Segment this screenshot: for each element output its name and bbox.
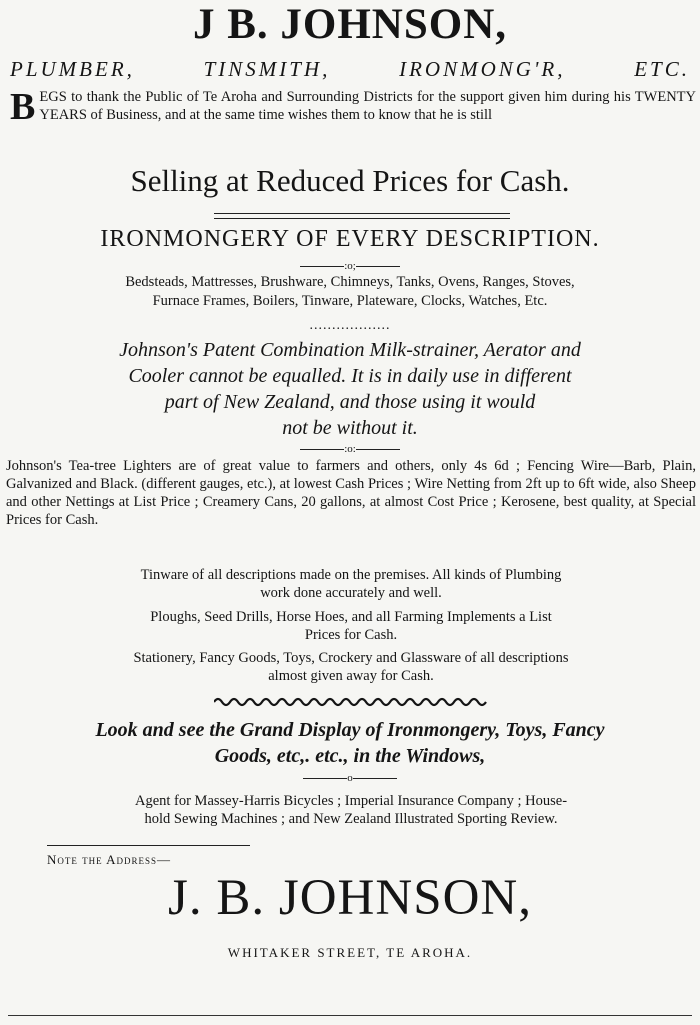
patent-milk-strainer-notice <box>4 337 696 441</box>
separator-2-text: :o: <box>344 443 356 455</box>
patent-line-3: part of New Zealand, and those using it would <box>164 391 536 413</box>
trade-plumber: PLUMBER, <box>10 57 135 81</box>
intro-paragraph <box>6 86 696 128</box>
wavy-divider <box>214 696 490 708</box>
agent-line-2: hold Sewing Machines ; and New Zealand Illustrated Sporting Review. <box>144 811 558 827</box>
display-line-1: Look and see the Grand Display of Ironmongery, Toys, Fancy <box>95 719 605 741</box>
products-paragraph-2 <box>6 566 696 602</box>
ironmongery-list-line-2: Furnace Frames, Boilers, Tinware, Plateware, Clocks, Watches, Etc. <box>152 293 548 309</box>
business-name-footer: J. B. JOHNSON, <box>168 870 532 926</box>
trades-line <box>10 57 690 82</box>
note-the-address: Note the Address— <box>47 852 172 867</box>
business-name-headline: J B. JOHNSON, <box>192 1 508 48</box>
trade-ironmonger: IRONMONG'R, <box>399 57 566 81</box>
intro-text: EGS to thank the Public of Te Aroha and Surrounding Districts for the support given him during his TWENTY YEARS of Business, and at the same time wishes them to know that he is still <box>39 89 696 123</box>
separator-1-text: :o; <box>344 260 356 272</box>
tinware-line-2: work done accurately and well. <box>260 585 442 601</box>
slogan: Selling at Reduced Prices for Cash. <box>130 163 570 198</box>
tinware-line-1: Tinware of all descriptions made on the premises. All kinds of Plumbing <box>140 567 562 583</box>
bottom-border <box>8 1015 692 1016</box>
separator-1 <box>0 260 700 272</box>
note-rule <box>47 845 250 846</box>
ironmongery-list-line-1: Bedsteads, Mattresses, Brushware, Chimneys, Tanks, Ovens, Ranges, Stoves, <box>125 274 575 290</box>
ploughs-line-1: Ploughs, Seed Drills, Horse Hoes, and all Farming Implements a List <box>150 609 552 625</box>
separator-3 <box>0 772 700 784</box>
window-display-notice <box>4 717 696 769</box>
street-address: WHITAKER STREET, TE AROHA. <box>227 945 473 960</box>
products-paragraph-1: Johnson's Tea-tree Lighters are of great value to farmers and others, only 4s 6d ; Fencing Wire—Barb, Plain, Galvanized and Black. (different gauges, etc.), at lowest Cash Prices ; Wire Netting from 2ft up to 6ft wide, also Sheep and other Nettings at List Price ; Creamery Cans, 20 gallons, at almost Cost Price ; Kerosene, best quality, at Special Prices for Cash. <box>6 458 696 528</box>
products-paragraph-3 <box>6 608 696 644</box>
ploughs-line-2: Prices for Cash. <box>304 627 398 643</box>
separator-2 <box>0 443 700 455</box>
ornamental-rule <box>214 213 510 219</box>
patent-line-4: not be without it. <box>282 417 418 439</box>
agent-notice <box>6 792 696 828</box>
trade-etc: ETC. <box>634 57 690 81</box>
dotted-divider: .................. <box>309 318 391 333</box>
agent-line-1: Agent for Massey-Harris Bicycles ; Imperial Insurance Company ; House- <box>134 793 568 809</box>
ironmongery-heading: IRONMONGERY OF EVERY DESCRIPTION. <box>100 226 600 252</box>
patent-line-2: Cooler cannot be equalled. It is in daily use in different <box>128 365 572 387</box>
ironmongery-list <box>4 273 696 311</box>
trade-tinsmith: TINSMITH, <box>203 57 331 81</box>
display-line-2: Goods, etc,. etc., in the Windows, <box>214 745 486 767</box>
stationery-line-1: Stationery, Fancy Goods, Toys, Crockery and Glassware of all descriptions <box>133 650 569 666</box>
patent-line-1: Johnson's Patent Combination Milk-strainer, Aerator and <box>119 339 581 361</box>
intro-dropcap: B <box>10 86 36 128</box>
products-paragraph-4 <box>6 649 696 685</box>
separator-3-text: o <box>347 772 353 784</box>
stationery-line-2: almost given away for Cash. <box>268 668 434 684</box>
